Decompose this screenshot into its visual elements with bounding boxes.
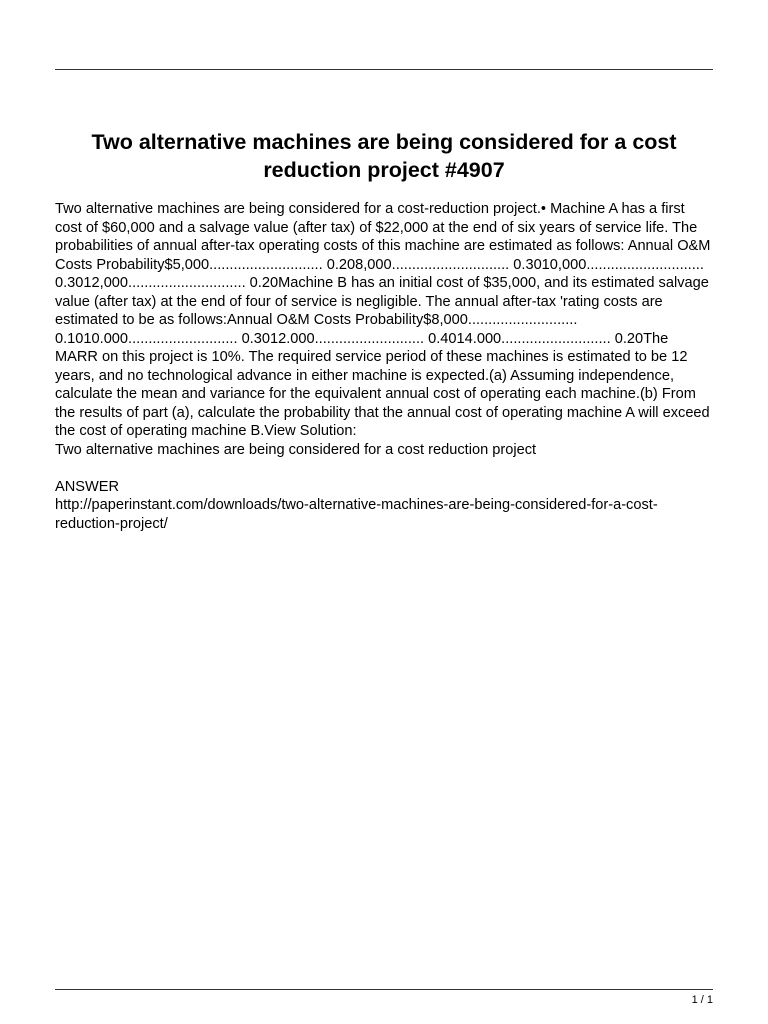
paragraph-spacer [55,459,715,478]
answer-label: ANSWER [55,478,120,495]
footer-divider [55,989,713,990]
document-title: Two alternative machines are being considered for a cost reduction project #4907 [91,130,677,182]
document-body [55,200,715,533]
solution-line: Two alternative machines are being considered for a cost reduction project [55,441,537,458]
header-divider [55,69,713,70]
answer-link[interactable]: http://paperinstant.com/downloads/two-alternative-machines-are-being-considered-for-a-cost-reduction-project/ [55,497,658,532]
problem-statement: Two alternative machines are being considered for a cost-reduction project.• Machine A has a first cost of $60,000 and a salvage value (after tax) of $22,000 at the end of six years of service life. The probabilities of annual after-tax operating costs of this machine are estimated as follows: Annual O&M Costs Probability$5,000............................ 0.208,000............................. 0.3010,000............................. 0.3012,000............................. 0.20Machine B has an initial cost of $35,000, and its estimated salvage value (after tax) at the end of four of service is negligible. The annual after-tax 'rating costs are estimated to be as follows:Annual O&M Costs Probability$8,000........................... 0.1010.000........................... 0.3012.000........................... 0.4014.000........................... 0.20The MARR on this project is 10%. The required service period of these machines is estimated to be 12 years, and no technological advance in either machine is expected.(a) Assuming independence, calculate the mean and variance for the equivalent annual cost of operating each machine.(b) From the results of part (a), calculate the probability that the annual cost of operating machine A will exceed the cost of operating machine B.View Solution: [55,201,711,439]
page-number: 1 / 1 [691,994,713,1006]
